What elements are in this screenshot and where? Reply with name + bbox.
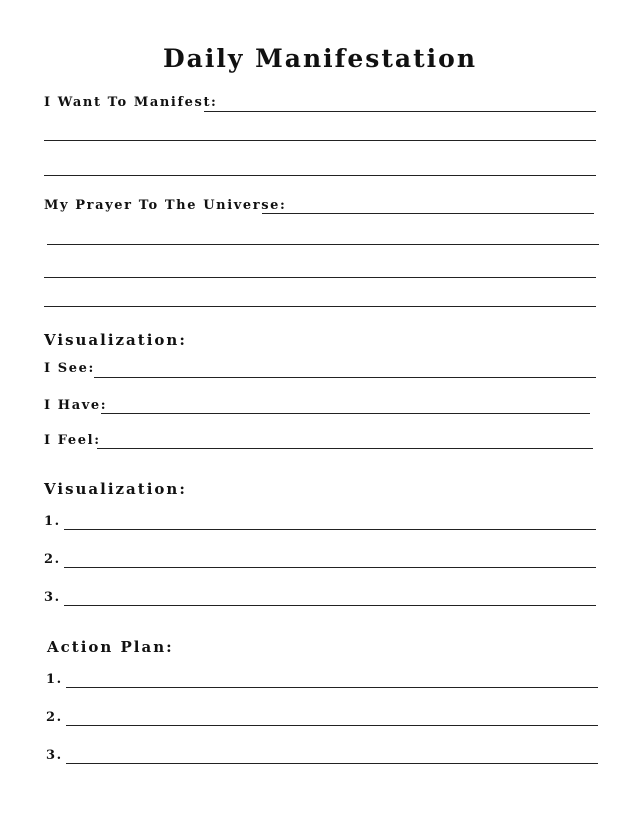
- prayer-line-2[interactable]: [47, 244, 599, 245]
- visualization-list-heading: Visualization:: [44, 480, 187, 498]
- i-feel-line[interactable]: [97, 448, 593, 449]
- i-see-line[interactable]: [94, 377, 596, 378]
- visualization-item-line-2[interactable]: [64, 567, 596, 568]
- prayer-line-1[interactable]: [262, 213, 594, 214]
- action-plan-heading: Action Plan:: [47, 638, 174, 656]
- want-to-manifest-line-3[interactable]: [44, 175, 596, 176]
- action-item-number: 1.: [46, 672, 63, 687]
- i-feel-label: I Feel:: [44, 433, 101, 448]
- visualization-heading: Visualization:: [44, 331, 187, 349]
- visualization-item-line-3[interactable]: [64, 605, 596, 606]
- prayer-line-3[interactable]: [44, 277, 596, 278]
- want-to-manifest-label: I Want To Manifest:: [44, 95, 218, 110]
- action-item-line-3[interactable]: [66, 763, 598, 764]
- page-title: Daily Manifestation: [162, 44, 478, 73]
- i-have-line[interactable]: [101, 413, 590, 414]
- visualization-item-number: 2.: [44, 552, 61, 567]
- visualization-item-line-1[interactable]: [64, 529, 596, 530]
- want-to-manifest-line-1[interactable]: [204, 111, 596, 112]
- visualization-item-number: 3.: [44, 590, 61, 605]
- action-item-number: 3.: [46, 748, 63, 763]
- prayer-label: My Prayer To The Universe:: [44, 198, 287, 213]
- action-item-line-2[interactable]: [66, 725, 598, 726]
- i-see-label: I See:: [44, 361, 95, 376]
- prayer-line-4[interactable]: [44, 306, 596, 307]
- i-have-label: I Have:: [44, 398, 108, 413]
- action-item-number: 2.: [46, 710, 63, 725]
- action-item-line-1[interactable]: [66, 687, 598, 688]
- visualization-item-number: 1.: [44, 514, 61, 529]
- want-to-manifest-line-2[interactable]: [44, 140, 596, 141]
